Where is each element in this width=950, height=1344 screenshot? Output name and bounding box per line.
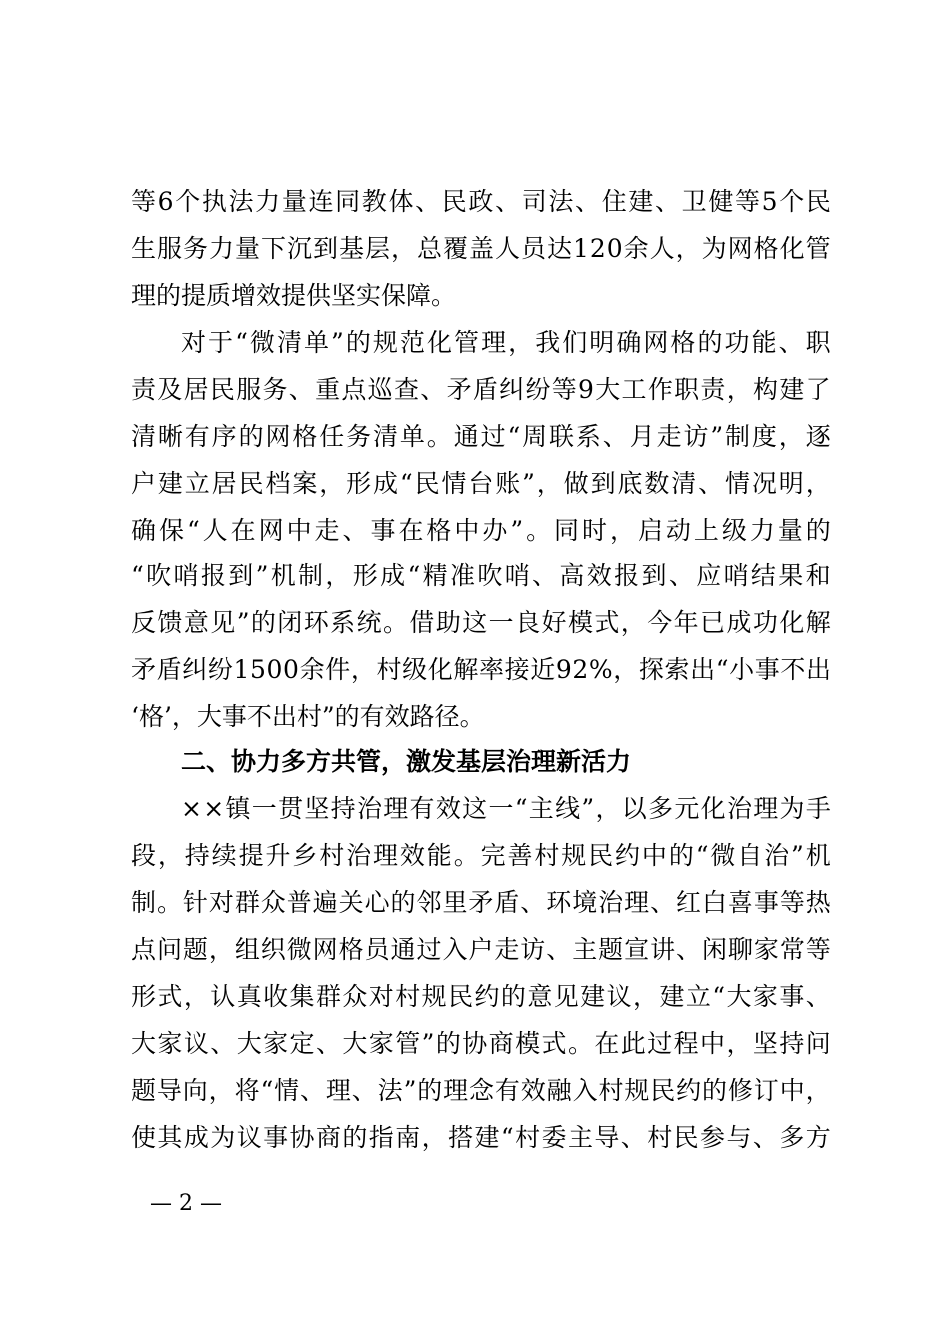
- section-heading: 二、协力多方共管，激发基层治理新活力: [181, 747, 632, 776]
- text-line: 确 保 “ 人 在 网 中 走 、 事 在 格 中 办 ” 。 同 时 ， 启 动 上 级 力 量 的: [131, 516, 831, 545]
- text-line: 清 晰 有 序 的 网 格 任 务 清 单 。 通 过 “ 周 联 系 、 月 走 访 ” 制 度 ， 逐: [131, 422, 831, 451]
- text-line: 生 服 务 力 量 下 沉 到 基 层 ， 总 覆 盖 人 员 达 1 2 0 余 人 ， 为 网 格 化 管: [131, 234, 831, 263]
- text-line: 点 问 题 ， 组 织 微 网 格 员 通 过 入 户 走 访 、 主 题 宣 讲 、 闲 聊 家 常 等: [131, 935, 831, 964]
- text-line: 段 ， 持 续 提 升 乡 村 治 理 效 能 。 完 善 村 规 民 约 中 的 “ 微 自 治 ” 机: [131, 841, 831, 870]
- text-line: 反 馈 意 见 ” 的 闭 环 系 统 。 借 助 这 一 良 好 模 式 ， 今 年 已 成 功 化 解: [131, 608, 831, 637]
- text-line: 对 于 “ 微 清 单 ” 的 规 范 化 管 理 ， 我 们 明 确 网 格 的 功 能 、 职: [181, 328, 831, 357]
- text-line: 理的提质增效提供坚实保障。: [131, 281, 457, 310]
- text-line: 责 及 居 民 服 务 、 重 点 巡 查 、 矛 盾 纠 纷 等 9 大 工 作 职 责 ， 构 建 了: [131, 375, 831, 404]
- text-line: 制 。 针 对 群 众 普 遍 关 心 的 邻 里 矛 盾 、 环 境 治 理 、 红 白 喜 事 等 热: [131, 888, 831, 917]
- text-line: 形 式 ， 认 真 收 集 群 众 对 村 规 民 约 的 意 见 建 议 ， 建 立 “ 大 家 事 、: [131, 982, 831, 1011]
- text-line: “ 吹 哨 报 到 ” 机 制 ， 形 成 “ 精 准 吹 哨 、 高 效 报 到 、 应 哨 结 果 和: [131, 561, 831, 590]
- text-line: ‘格’，大事不出村”的有效路径。: [131, 702, 485, 731]
- text-line: 矛 盾 纠 纷 1 5 0 0 余 件 ， 村 级 化 解 率 接 近 9 2 % ， 探 索 出 “ 小 事 不 出: [131, 655, 831, 684]
- text-line: 户 建 立 居 民 档 案 ， 形 成 “ 民 情 台 账 ” ， 做 到 底 数 清 、 情 况 明 ，: [131, 469, 831, 498]
- text-line: × × 镇 一 贯 坚 持 治 理 有 效 这 一 “ 主 线 ” ， 以 多 元 化 治 理 为 手: [181, 794, 831, 823]
- text-line: 大 家 议 、 大 家 定 、 大 家 管 ” 的 协 商 模 式 。 在 此 过 程 中 ， 坚 持 问: [131, 1029, 831, 1058]
- page-number: — 2 —: [150, 1191, 222, 1216]
- text-line: 等 6 个 执 法 力 量 连 同 教 体 、 民 政 、 司 法 、 住 建 、 卫 健 等 5 个 民: [131, 187, 831, 216]
- text-line: 使 其 成 为 议 事 协 商 的 指 南 ， 搭 建 “ 村 委 主 导 、 村 民 参 与 、 多 方: [131, 1123, 831, 1152]
- text-line: 题 导 向 ， 将 “ 情 、 理 、 法 ” 的 理 念 有 效 融 入 村 规 民 约 的 修 订 中 ，: [131, 1076, 831, 1105]
